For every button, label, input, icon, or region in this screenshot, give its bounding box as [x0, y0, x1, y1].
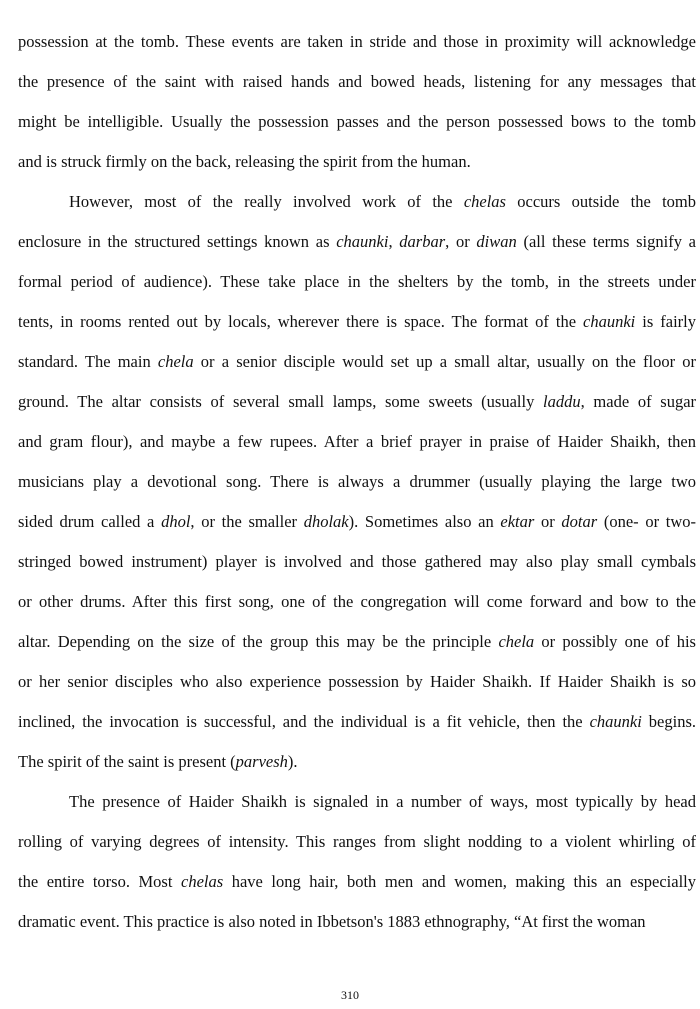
text-line [18, 102, 696, 142]
text-line [18, 62, 696, 102]
text-run: The spirit of the saint is present ( [18, 752, 236, 771]
paragraph [18, 182, 696, 782]
text-run: , or the smaller [190, 512, 304, 531]
text-run: ground. The altar consists of several small lamps, some sweets (usually [18, 392, 544, 411]
italic-term: chaunki [336, 232, 389, 251]
text-run: musicians play a devotional song. There is always a drummer (usually playing the large two [18, 472, 696, 491]
text-run: formal period of audience). These take place in the shelters by the tomb, in the streets under [18, 272, 696, 291]
text-line [18, 422, 696, 462]
text-run: ). Sometimes also an [348, 512, 501, 531]
text-line [18, 662, 696, 702]
text-run: begins. [641, 712, 696, 731]
text-line [18, 582, 696, 622]
text-run: or possibly one of his [534, 632, 696, 651]
text-run: have long hair, both men and women, making this an especially [223, 872, 696, 891]
text-line [18, 542, 696, 582]
text-line [18, 702, 696, 742]
italic-term: dotar [561, 512, 598, 531]
text-line [18, 142, 696, 182]
text-line [18, 182, 696, 222]
text-run: (all these terms signify a [516, 232, 696, 251]
text-run: , or [445, 232, 477, 251]
text-line [18, 342, 696, 382]
italic-term: diwan [476, 232, 517, 251]
text-run: (one- or two- [597, 512, 696, 531]
paragraph [18, 782, 696, 942]
text-run: However, most of the really involved work of the [69, 192, 464, 211]
text-line [18, 742, 696, 782]
text-run: or [534, 512, 562, 531]
text-run: and gram flour), and maybe a few rupees. After a brief prayer in praise of Haider Shaikh, then [18, 432, 696, 451]
text-run: altar. Depending on the size of the group this may be the principle [18, 632, 499, 651]
text-line [18, 622, 696, 662]
text-run: The presence of Haider Shaikh is signaled in a number of ways, most typically by head [69, 792, 696, 811]
text-run: or a senior disciple would set up a small altar, usually on the floor or [193, 352, 696, 371]
italic-term: ektar [500, 512, 535, 531]
italic-term: darbar [399, 232, 446, 251]
italic-term: chela [157, 352, 194, 371]
text-line [18, 262, 696, 302]
italic-term: dhol [161, 512, 191, 531]
italic-term: chaunki [589, 712, 642, 731]
text-line [18, 462, 696, 502]
italic-term: chela [498, 632, 535, 651]
text-run: or her senior disciples who also experience possession by Haider Shaikh. If Haider Shaikh is so [18, 672, 696, 691]
italic-term: chelas [181, 872, 224, 891]
text-run: might be intelligible. Usually the possession passes and the person possessed bows to the tomb [18, 112, 696, 131]
text-line [18, 782, 696, 822]
italic-term: chelas [463, 192, 506, 211]
text-run: the presence of the saint with raised hands and bowed heads, listening for any messages that [18, 72, 696, 91]
text-run: and is struck firmly on the back, releasing the spirit from the human. [18, 152, 471, 171]
text-line [18, 22, 696, 62]
text-run: ). [287, 752, 298, 771]
text-run: , made of sugar [580, 392, 696, 411]
text-line [18, 862, 696, 902]
italic-term: chaunki [583, 312, 636, 331]
text-run: sided drum called a [18, 512, 162, 531]
text-run: the entire torso. Most [18, 872, 181, 891]
text-line [18, 502, 696, 542]
text-run: occurs outside the tomb [505, 192, 696, 211]
text-run: dramatic event. This practice is also noted in Ibbetson's 1883 ethnography, “At first the woman [18, 912, 646, 931]
page-number: 310 [341, 988, 359, 1002]
text-line [18, 382, 696, 422]
text-run: stringed bowed instrument) player is involved and those gathered may also play small cymbals [18, 552, 696, 571]
text-run: standard. The main [18, 352, 158, 371]
text-run: tents, in rooms rented out by locals, wherever there is space. The format of the [18, 312, 584, 331]
text-line [18, 302, 696, 342]
text-run: enclosure in the structured settings known as [18, 232, 337, 251]
text-line [18, 822, 696, 862]
italic-term: dholak [303, 512, 349, 531]
text-run: rolling of varying degrees of intensity. This ranges from slight nodding to a violent whirling of [18, 832, 696, 851]
text-run: or other drums. After this first song, one of the congregation will come forward and bow to the [18, 592, 696, 611]
text-line [18, 902, 696, 942]
paragraph [18, 22, 696, 182]
text-run: possession at the tomb. These events are taken in stride and those in proximity will acknowledge [18, 32, 696, 51]
text-run: inclined, the invocation is successful, and the individual is a fit vehicle, then the [18, 712, 590, 731]
text-line [18, 222, 696, 262]
text-run: is fairly [635, 312, 696, 331]
italic-term: parvesh [235, 752, 288, 771]
body-text [18, 22, 696, 942]
text-run: , [388, 232, 400, 251]
italic-term: laddu [543, 392, 581, 411]
